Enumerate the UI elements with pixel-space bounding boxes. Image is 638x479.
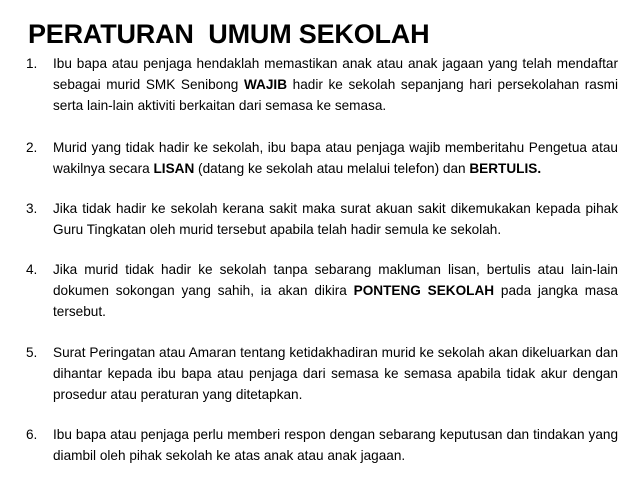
rule-text-segment: Ibu bapa atau penjaga perlu memberi respon dengan sebarang keputusan dan tindakan yang diambil oleh pihak sekolah ke atas anak atau anak jagaan. [53,427,618,463]
rule-emphasis: PONTENG SEKOLAH [353,283,495,298]
rule-text [53,345,618,402]
rule-item [26,342,618,405]
rule-number: 3. [26,201,38,216]
rule-number: 5. [26,345,38,360]
rule-item [26,53,618,116]
rule-item [26,137,618,179]
rule-text-segment: (datang ke sekolah atau melalui telefon) dan [194,161,470,176]
rule-text [53,201,618,237]
rule-emphasis: WAJIB [243,77,288,92]
rule-text [53,56,618,113]
rule-item [26,198,618,240]
rule-text-segment: pada jangka masa tersebut. [53,283,618,319]
slide-title: PERATURAN UMUM SEKOLAH [28,19,430,49]
rule-emphasis: BERTULIS. [469,161,542,176]
rule-text [53,140,618,176]
rule-number: 4. [26,262,38,277]
rule-item [26,424,618,466]
rule-number: 6. [26,427,38,442]
rule-text-segment: hadir ke sekolah sepanjang hari persekolahan rasmi serta lain-lain aktiviti berkaitan dari semasa ke semasa. [53,77,619,113]
rule-item [26,259,618,322]
rule-number: 2. [26,140,38,155]
rules-list [26,53,618,466]
rule-emphasis: LISAN [153,161,195,176]
rule-text-segment: Surat Peringatan atau Amaran tentang ketidakhadiran murid ke sekolah akan dikeluarkan dan dihantar kepada ibu bapa atau penjaga dari semasa ke semasa apabila tidak akur dengan prosedur atau peraturan yang ditetapkan. [53,345,618,402]
rule-text [53,262,618,319]
rule-text-segment: Jika murid tidak hadir ke sekolah tanpa sebarang makluman lisan, bertulis atau lain-lain dokumen sokongan yang sahih, ia akan dikira [53,262,618,298]
rule-text [53,427,618,463]
rule-number: 1. [26,56,38,71]
rule-text-segment: Jika tidak hadir ke sekolah kerana sakit maka surat akuan sakit dikemukakan kepada pihak Guru Tingkatan oleh murid tersebut apabila telah hadir semula ke sekolah. [53,201,618,237]
rule-text-segment: Murid yang tidak hadir ke sekolah, ibu bapa atau penjaga wajib memberitahu Pengetua atau wakilnya secara [53,140,618,176]
rule-text-segment: Ibu bapa atau penjaga hendaklah memastikan anak atau anak jagaan yang telah mendaftar sebagai murid SMK Senibong [53,56,618,92]
